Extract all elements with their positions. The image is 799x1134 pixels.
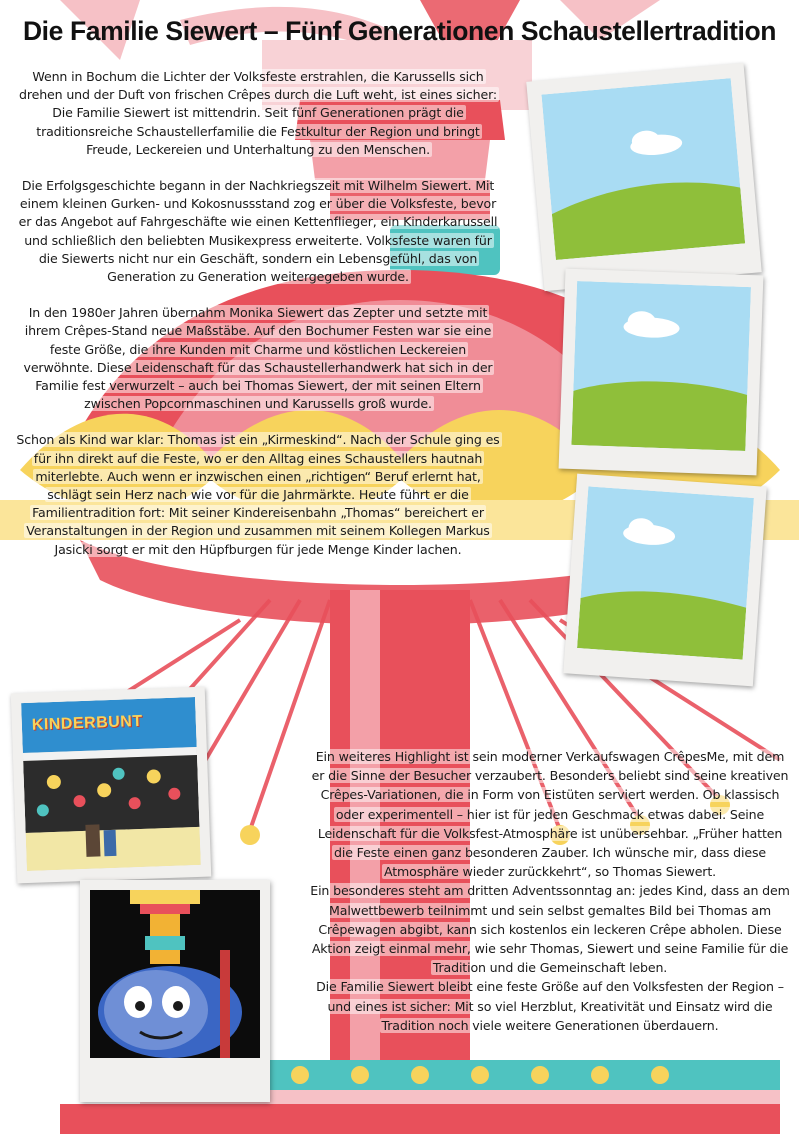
paragraph [308, 747, 792, 881]
intro-column [14, 68, 502, 577]
paragraph [308, 881, 792, 977]
photo-placeholder-3 [563, 474, 766, 687]
landscape-placeholder-icon [541, 78, 745, 260]
paragraph [14, 177, 502, 286]
kiddie-train-photo [90, 890, 260, 1058]
paragraph-text: Die Erfolgsgeschichte begann in der Nachkriegszeit mit Wilhelm Siewert. Mit einem kleinen Gurken- und Kokosnussstand zog er über die Volksfeste, bevor er das Angebot auf Fahrgeschäfte wie einen Kettenflieger, ein Kinderkarussell und schließlich den beliebten Musikexpress erweiterte. Volksfeste waren für die Siewerts nicht nur ein Geschäft, sondern ein Lebensgefühl, das von Generation zu Generation weitergegeben wurde. [18, 178, 498, 285]
page-title: Die Familie Siewert – Fünf Generationen Schaustellertradition [22, 16, 777, 46]
paragraph [14, 431, 502, 558]
landscape-placeholder-icon [577, 486, 754, 659]
paragraph-text: Schon als Kind war klar: Thomas ist ein „Kirmeskind“. Nach der Schule ging es für ihn direkt auf die Feste, wo er den Alltag eines Schaustellers hautnah miterlebte. Auch wenn er inzwischen einen „richtigen“ Beruf erlernt hat, schlägt sein Herz nach wie vor für die Jahrmärkte. Heute führt er die Familientradition fort: Mit seiner Kindereisenbahn „Thomas“ bereichert er Veranstaltungen in der Region und zusammen mit seinem Kollegen Markus Jasicki sorgt er mit den Hüpfburgen für jede Menge Kinder lachen. [16, 432, 500, 557]
paragraph [14, 68, 502, 159]
paragraph-text: Ein besonderes steht am dritten Adventssonntag an: jedes Kind, dass an dem Malwettbewerb teilnimmt und sein selbst gemaltes Bild bei Thomas am Crêpewagen abgibt, kann sich kostenlos ein leckeren Crêpe abholen. Diese Aktion zeigt einmal mehr, wie sehr Thomas, Siewert und seine Familie für die Tradition und die Gemeinschaft leben. [310, 883, 790, 976]
paragraph-text: Die Familie Siewert bleibt eine feste Größe auf den Volksfesten der Region – und eines ist sicher: Mit so viel Herzblut, Kreativität und Einsatz wird die Tradition noch viele weitere Generationen überdauern. [316, 979, 784, 1033]
paragraph [308, 977, 792, 1035]
photo-placeholder-1 [526, 63, 761, 291]
photo-stall [11, 687, 212, 884]
paragraph-text: Wenn in Bochum die Lichter der Volksfeste erstrahlen, die Karussells sich drehen und der Duft von frischen Crêpes durch die Luft weht, ist eines sicher: Die Familie Siewert ist mittendrin. Seit fünf Generationen prägt die traditionsreiche Schaustellerfamilie die Festkultur der Region und bringt Freude, Leckereien und Unterhaltung zu den Menschen. [19, 69, 497, 157]
stall-sign: KINDERBUNT [31, 712, 143, 734]
paragraph-text: In den 1980er Jahren übernahm Monika Siewert das Zepter und setzte mit ihrem Crêpes-Stand neue Maßstäbe. Auf den Bochumer Festen war sie eine feste Größe, die ihre Kunden mit Charme und köstlichen Leckereien verwöhnte. Diese Leidenschaft für das Schaustellerhandwerk hat sich in der Familie fest verwurzelt – auch bei Thomas Siewert, der mit seinen Eltern zwischen Popcornmaschinen und Karussells groß wurde. [23, 305, 493, 412]
photo-kiddie-train [80, 880, 270, 1102]
closing-column [308, 747, 792, 1035]
paragraph-text: Ein weiteres Highlight ist sein moderner Verkaufswagen CrêpesMe, mit dem er die Sinne der Besucher verzaubert. Besonders beliebt sind seine kreativen Crêpes-Variationen, die in Form von Eistüten serviert werden. Ob klassisch oder experimentell – hier ist für jeden Geschmack etwas dabei. Seine Leidenschaft für die Volksfest-Atmosphäre ist unübersehbar. „Früher hatten die Feste einen ganz besonderen Zauber. Ich wünsche mir, dass diese Atmosphäre wieder zurückkehrt“, so Thomas Siewert. [311, 749, 789, 880]
photo-placeholder-2 [559, 269, 764, 476]
paragraph [14, 304, 502, 413]
landscape-placeholder-icon [571, 281, 751, 451]
